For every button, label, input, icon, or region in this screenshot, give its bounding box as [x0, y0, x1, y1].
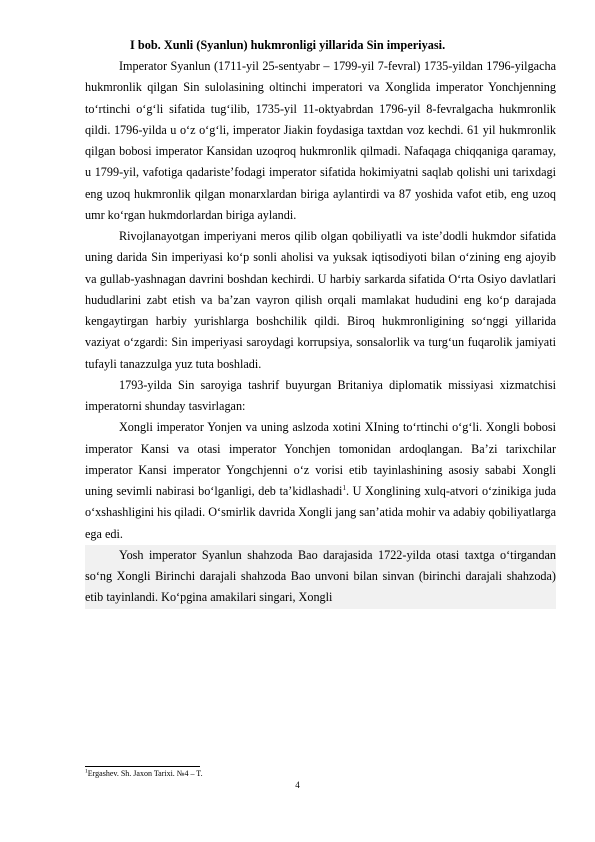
paragraph-5: Yosh imperator Syanlun shahzoda Bao darajasida 1722-yilda otasi taxtga o‘tirgandan so‘ng Xongli Birinchi darajali shahzoda Bao unvoni bilan sinvan (birinchi darajali shahzoda) etib tayinlandi. Ko‘pgina amakilari singari, Xongli — [85, 545, 556, 609]
page-number: 4 — [295, 780, 300, 790]
paragraph-4-text-continued: . U Xonglining xulq-atvori o‘zinikiga juda o‘xshashligini his qiladi. O‘smirlik davrida Xongli jang san’atida mohir va adabiy qobiliyatlarga ega edi. — [85, 484, 556, 541]
paragraph-2: Rivojlanayotgan imperiyani meros qilib olgan qobiliyatli va iste’dodli hukmdor sifatida uning darida Sin imperiyasi ko‘p sonli aholisi va yuksak iqtisodiyoti bilan o‘zining eng ajoyib va gullab-yashnagan davrini boshdan kechirdi. U harbiy sarkarda sifatida O‘rta Osiyo davlatlari hududlarini zabt etish va ba’zan vayron qilish orqali mamlakat hududini eng ko‘p darajada kengaytirgan harbiy yurishlarga boshchilik qildi. Biroq hukmronligining so‘nggi yillarida vaziyat o‘zgardi: Sin imperiyasi saroydagi korrupsiya, sonsalorlik va turg‘un fuqarolik jamiyati tufayli tanazzulga yuz tuta boshladi. — [85, 229, 556, 371]
paragraph-4 — [85, 417, 556, 545]
paragraph-3: 1793-yilda Sin saroyiga tashrif buyurgan Britaniya diplomatik missiyasi xizmatchisi imperatorni shunday tasvirlagan: — [85, 377, 556, 413]
body-text — [85, 56, 556, 609]
paragraph-1: Imperator Syanlun (1711-yil 25-sentyabr – 1799-yil 7-fevral) 1735-yildan 1796-yilgacha hukmronlik qilgan Sin sulolasining oltinchi imperatori va Xonglida imperator Yonchjenning to‘rtinchi o‘g‘li sifatida tug‘ilib, 1735-yil 11-oktyabrdan 1796-yil 8-fevralgacha hukmronlik qildi. 1796-yilda u o‘z o‘g‘li, imperator Jiakin foydasiga taxtdan voz kechdi. 61 yil hukmronlik qilgan bobosi imperator Kansidan uzoqroq hukmronlik qilmadi. Nafaqaga chiqqaniga qaramay, u 1799-yil, vafotiga qadariste’fodagi imperator sifatida hokimiyatni saqlab qolishi uni tarixdagi eng uzoq hukmronlik qilgan monarxlardan biriga aylantirdi va 87 yoshida vafot etib, eng uzoq umr ko‘rgan hukmdorlardan biriga aylandi. — [85, 59, 556, 222]
footnote-reference[interactable]: 1 — [342, 483, 346, 492]
chapter-heading: I bob. Xunli (Syanlun) hukmronligi yillarida Sin imperiyasi. — [130, 38, 446, 52]
footnote-number: 1 — [85, 768, 88, 775]
footnote-divider — [85, 766, 200, 767]
paragraph-4-text: Xongli imperator Yonjen va uning aslzoda xotini XIning to‘rtinchi o‘g‘li. Xongli bobosi imperator Kansi va otasi imperator Yonchjen tomonidan ardoqlangan. Ba’zi tarixchilar imperator Kansi imperator Yongchjenni o‘z vorisi etib tayinlashining asosiy sababi Xongli uning sevimli nabirasi bo‘lganligi, deb ta’kidlashadi — [85, 420, 556, 498]
footnote-text: Ergashev. Sh. Jaxon Tarixi. №4 – T. — [87, 769, 203, 778]
footnote — [85, 768, 556, 779]
